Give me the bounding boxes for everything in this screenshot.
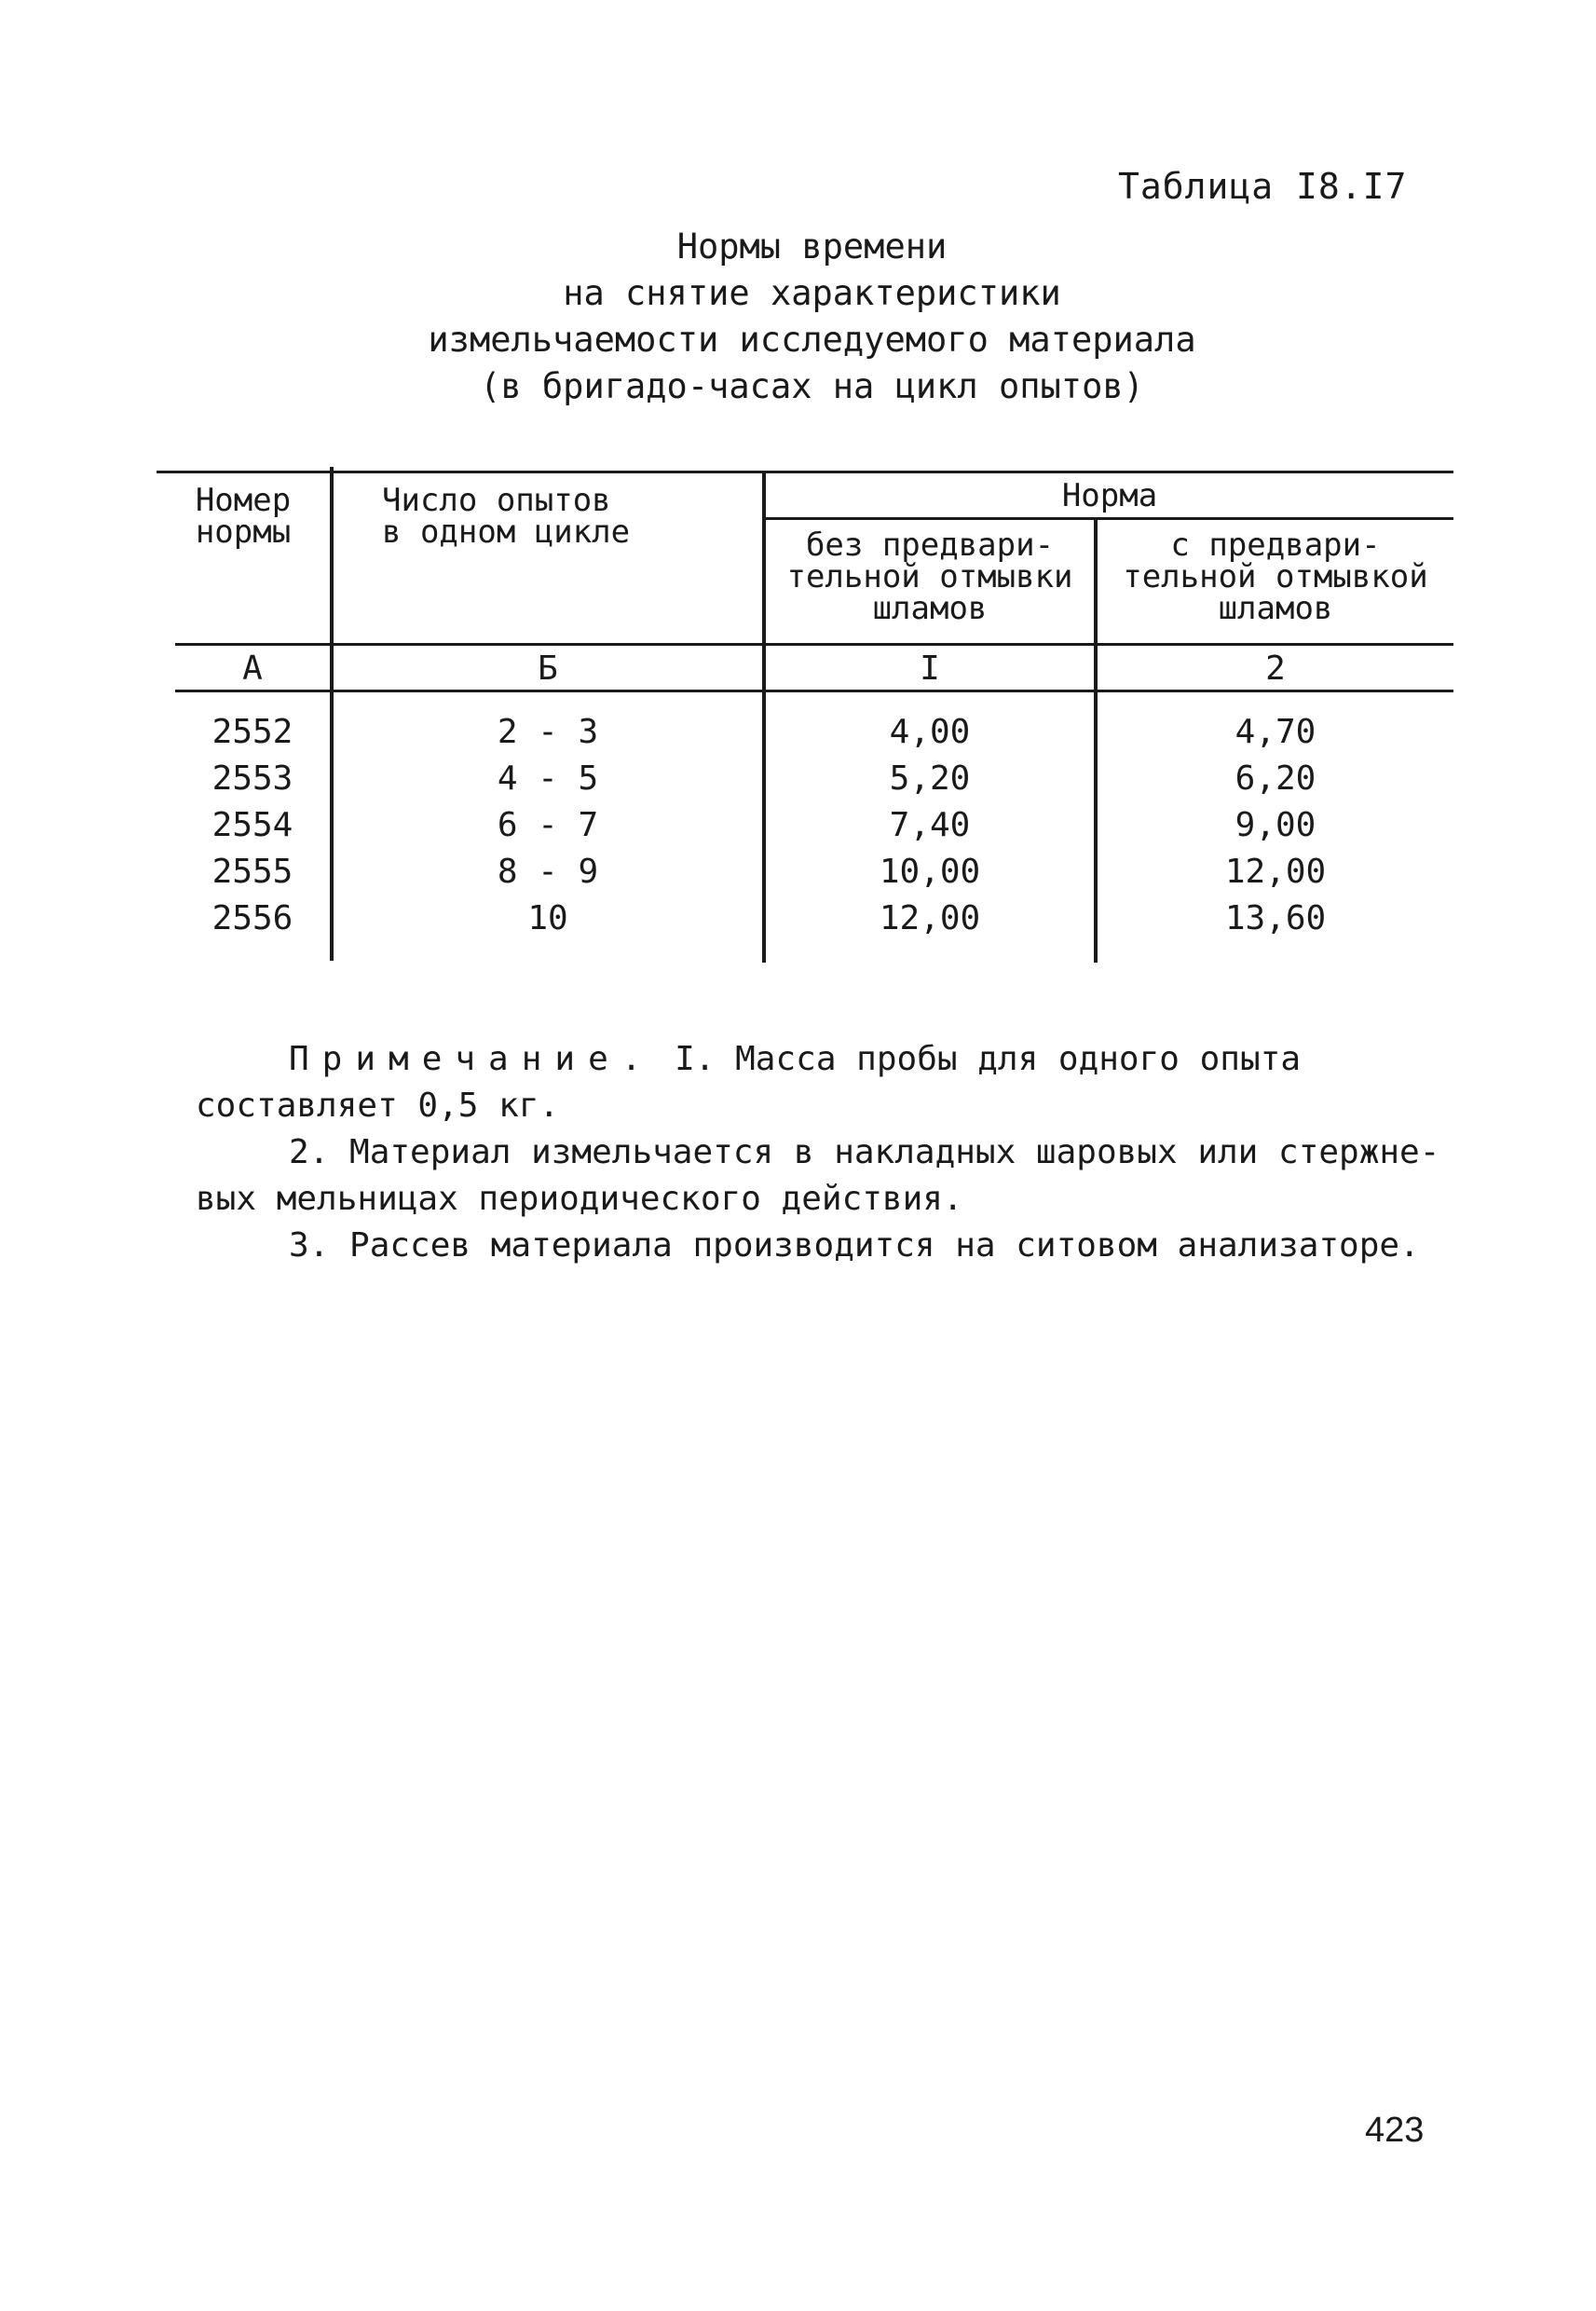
note-text: I. Масса пробы для одного опыта xyxy=(675,1040,1301,1078)
column-code: I xyxy=(920,650,940,688)
cell-experiments: 6 - 7 xyxy=(497,806,599,844)
cell-without-wash: 12,00 xyxy=(879,899,981,937)
note-1 xyxy=(289,1036,1301,1083)
table-top-rule xyxy=(157,471,1453,473)
title-line: измельчаемости исследуемого материала xyxy=(428,320,1196,360)
cell-number: 2554 xyxy=(211,806,293,844)
column-code: А xyxy=(242,650,263,688)
cell-with-wash: 12,00 xyxy=(1224,853,1327,891)
cell-number: 2555 xyxy=(211,853,293,891)
cell-number: 2552 xyxy=(211,713,293,751)
norm-group-rule xyxy=(764,517,1453,520)
note-2-continued: вых мельницах периодического действия. xyxy=(196,1180,963,1218)
header-with-wash: с предвари- тельной отмывкой шламов xyxy=(1123,526,1428,627)
cell-with-wash: 13,60 xyxy=(1224,899,1327,937)
cell-experiments: 10 xyxy=(527,899,568,937)
note-2: 2. Материал измельчается в накладных шаровых или стержне- xyxy=(289,1133,1440,1171)
cell-number: 2556 xyxy=(211,899,293,937)
cell-with-wash: 9,00 xyxy=(1235,806,1316,844)
cell-without-wash: 7,40 xyxy=(889,806,971,844)
cell-with-wash: 6,20 xyxy=(1235,759,1316,798)
cell-experiments: 2 - 3 xyxy=(497,713,599,751)
header-norm: Норма xyxy=(1061,477,1158,514)
cell-with-wash: 4,70 xyxy=(1235,713,1316,751)
cell-experiments: 4 - 5 xyxy=(497,759,599,798)
note-label: Примечание. xyxy=(289,1040,655,1078)
title-line: на снятие характеристики xyxy=(563,273,1061,313)
table-label: Таблица I8.I7 xyxy=(1118,166,1408,207)
page-number: 423 xyxy=(1365,2111,1425,2150)
cell-without-wash: 10,00 xyxy=(879,853,981,891)
title-line: (в бригадо-часах на цикл опытов) xyxy=(480,366,1144,406)
cell-experiments: 8 - 9 xyxy=(497,853,599,891)
cell-without-wash: 4,00 xyxy=(889,713,971,751)
note-3: 3. Рассев материала производится на ситовом анализаторе. xyxy=(289,1226,1420,1265)
header-number: Номер нормы xyxy=(195,482,292,551)
cell-number: 2553 xyxy=(211,759,293,798)
column-code: Б xyxy=(538,650,558,688)
table-title xyxy=(0,224,1596,410)
cell-without-wash: 5,20 xyxy=(889,759,971,798)
norms-table xyxy=(157,471,1453,963)
note-1-continued: составляет 0,5 кг. xyxy=(196,1087,560,1125)
header-without-wash: без предвари- тельной отмывки шламов xyxy=(786,526,1073,627)
header-experiments: Число опытов в одном цикле xyxy=(382,482,631,551)
column-code: 2 xyxy=(1265,650,1286,688)
title-line: Нормы времени xyxy=(676,226,948,267)
